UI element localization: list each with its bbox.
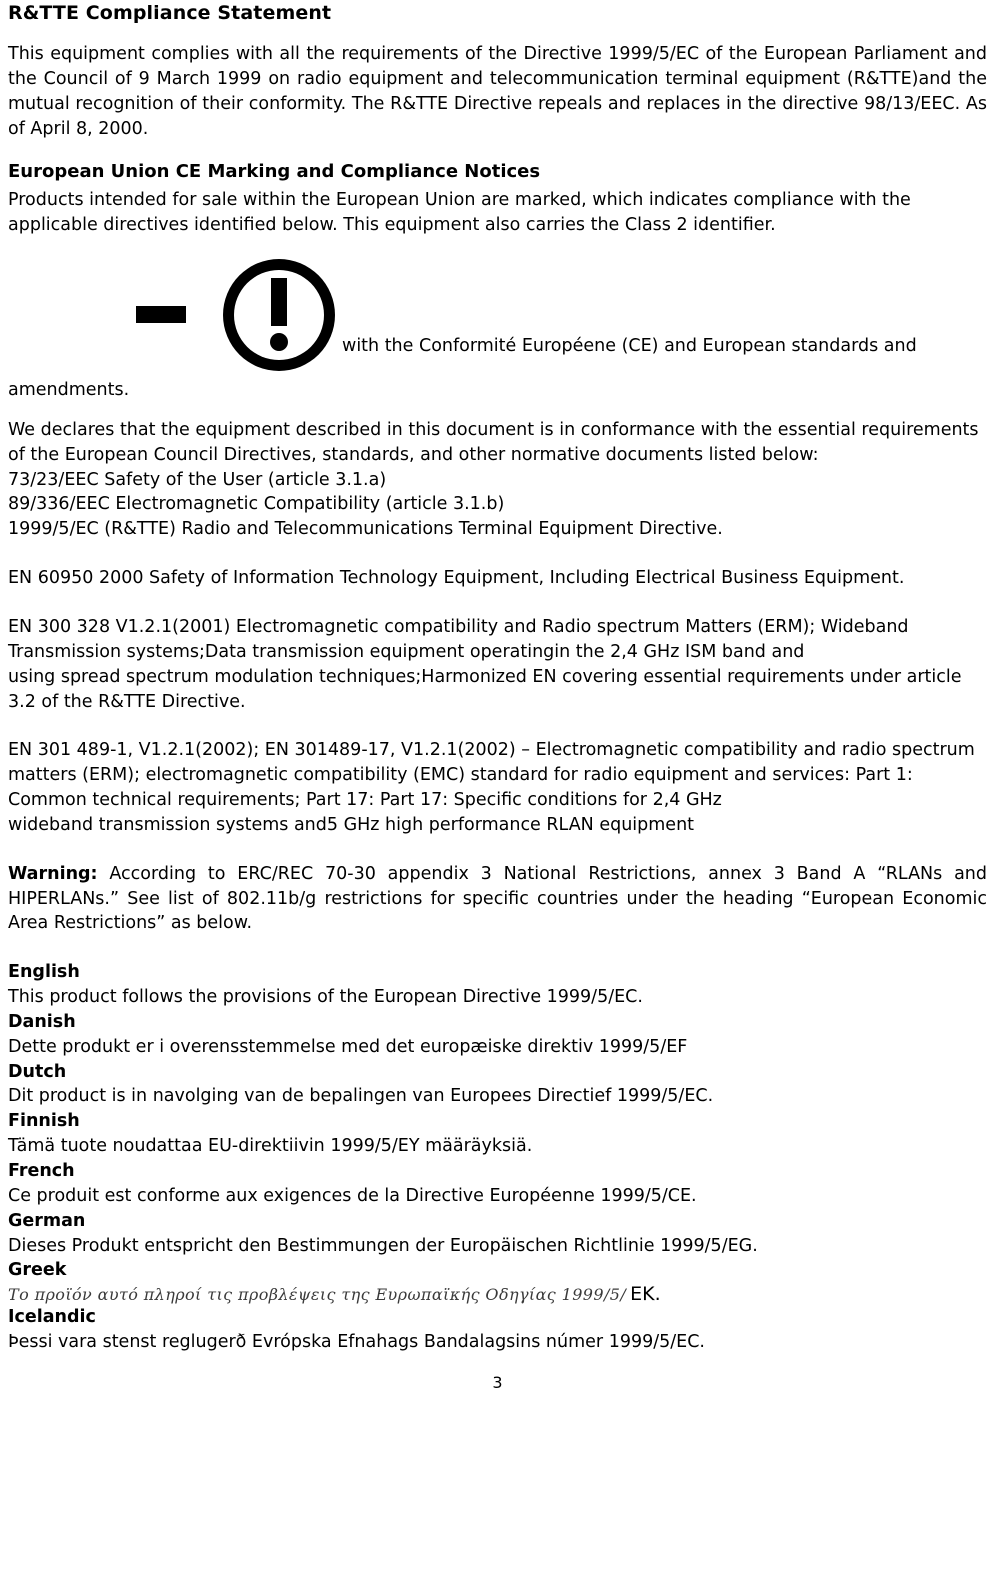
eu-marking-paragraph: Products intended for sale within the European Union are marked, which indicates compliance with the applicable directives identified below. This equipment also carries the Class 2 identifier. — [8, 190, 911, 236]
language-text-icelandic: Þessi vara stenst reglugerð Evrópska Efnahags Bandalagsins númer 1999/5/EC. — [8, 1332, 705, 1353]
language-name-english: English — [8, 962, 80, 983]
language-text-english: This product follows the provisions of the European Directive 1999/5/EC. — [8, 987, 643, 1008]
spacer — [8, 542, 987, 566]
eu-marking-heading: European Union CE Marking and Compliance Notices — [8, 161, 541, 183]
warning-text: According to ERC/REC 70-30 appendix 3 National Restrictions, annex 3 Band A “RLANs and HIPERLANs.” See list of 802.11b/g restrictions for specific countries under the heading “European Economic Area Restrictions” as below. — [8, 863, 987, 934]
standard-en301489-cont: wideband transmission systems and5 GHz high performance RLAN equipment — [8, 814, 695, 835]
spacer — [8, 936, 987, 960]
language-text-danish: Dette produkt er i overensstemmelse med det europæiske direktiv 1999/5/EF — [8, 1036, 688, 1057]
language-text-german: Dieses Produkt entspricht den Bestimmungen der Europäischen Richtlinie 1999/5/EG. — [8, 1235, 758, 1256]
spacer — [8, 403, 987, 418]
language-name-dutch: Dutch — [8, 1061, 67, 1082]
standard-en60950: EN 60950 2000 Safety of Information Technology Equipment, Including Electrical Business Equipment. — [8, 568, 905, 589]
language-name-german: German — [8, 1210, 86, 1231]
spacer — [8, 591, 987, 615]
directive-line-1: 73/23/EEC Safety of the User (article 3.1.a) — [8, 469, 387, 490]
standard-en300328-cont: using spread spectrum modulation techniques;Harmonized EN covering essential requirements under article 3.2 of the R&TTE Directive. — [8, 666, 962, 712]
language-name-finnish: Finnish — [8, 1111, 80, 1132]
directive-line-2: 89/336/EEC Electromagnetic Compatibility (article 3.1.b) — [8, 494, 505, 515]
greek-suffix-text: ΕΚ. — [630, 1283, 661, 1306]
language-text-french: Ce produit est conforme aux exigences de la Directive Européenne 1999/5/CE. — [8, 1185, 697, 1206]
ce-mark-caption: with the Conformité Européene (CE) and European standards and — [342, 336, 917, 357]
spacer — [8, 838, 987, 862]
spacer — [8, 714, 987, 738]
standard-en301489: EN 301 489-1, V1.2.1(2002); EN 301489-17, V1.2.1(2002) – Electromagnetic compatibility and radio spectrum matters (ERM); electromagnetic compatibility (EMC) standard for radio equipment and services: Part 1: Common technical requirements; Part 17: Part 17: Specific conditions for 2,4 GHz — [8, 740, 975, 811]
page-title: R&TTE Compliance Statement — [8, 2, 332, 24]
language-text-greek — [8, 1283, 987, 1305]
language-name-greek: Greek — [8, 1260, 67, 1281]
document-content — [8, 0, 987, 1400]
declaration-paragraph: We declares that the equipment described in this document is in conformance with the essential requirements of the European Council Directives, standards, and other normative documents listed below: — [8, 419, 979, 465]
language-text-finnish: Tämä tuote noudattaa EU-direktiivin 1999/5/EY määräyksiä. — [8, 1136, 533, 1157]
intro-paragraph: This equipment complies with all the requirements of the Directive 1999/5/EC of the European Parliament and the Council of 9 March 1999 on radio equipment and telecommunication terminal equipment (R&TTE)and the mutual recognition of their conformity. The R&TTE Directive repeals and replaces in the directive 98/13/EEC. As of April 8, 2000. — [8, 44, 987, 139]
language-name-danish: Danish — [8, 1011, 76, 1032]
language-text-dutch: Dit product is in navolging van de bepalingen van Europees Directief 1999/5/EC. — [8, 1086, 714, 1107]
ce-mark-caption-tail: amendments. — [8, 380, 130, 401]
page-number: 3 — [492, 1372, 503, 1392]
spacer — [8, 141, 987, 161]
standard-en300328: EN 300 328 V1.2.1(2001) Electromagnetic compatibility and Radio spectrum Matters (ERM); Wideband Transmission systems;Data transmission equipment operatingin the 2,4 GHz ISM band and — [8, 616, 909, 662]
language-name-french: French — [8, 1161, 75, 1181]
directive-line-3: 1999/5/EC (R&TTE) Radio and Telecommunications Terminal Equipment Directive. — [8, 519, 723, 540]
warning-paragraph — [8, 862, 987, 937]
greek-script-text: Το προϊόν αυτό πληροί τις προβλέψεις της Ευρωπαϊκής Οδηγίας 1999/5/ — [8, 1285, 627, 1305]
ce-mark-block — [8, 238, 987, 403]
warning-label: Warning: — [8, 863, 98, 884]
language-name-icelandic: Icelandic — [8, 1307, 96, 1328]
ce-marking-icon — [26, 254, 336, 376]
